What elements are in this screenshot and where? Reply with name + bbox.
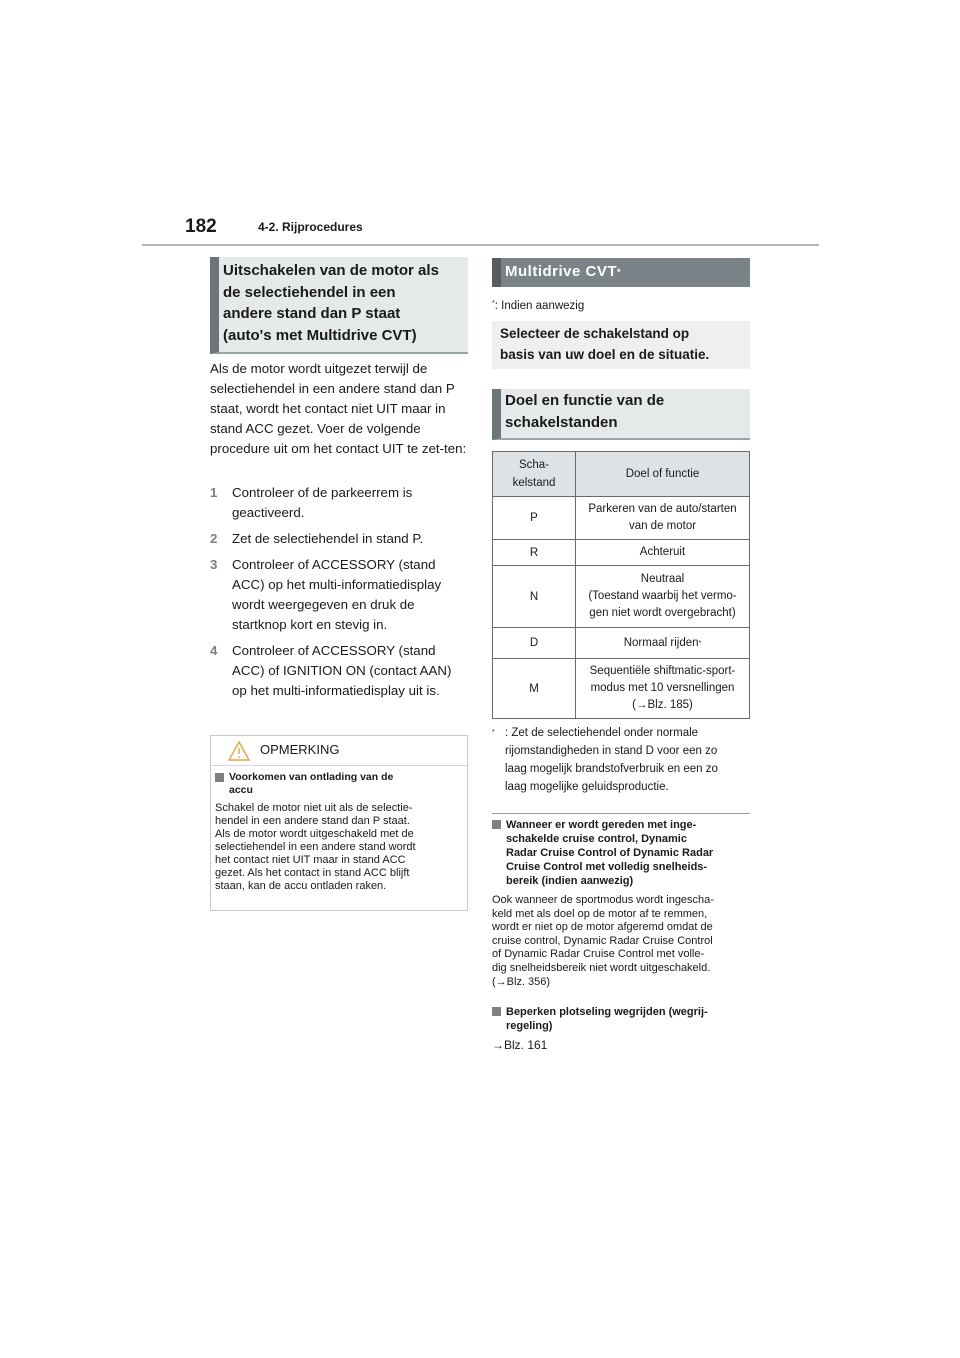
subheading-line: Wanneer er wordt gereden met inge- <box>506 819 697 831</box>
function-line: (Toestand waarbij het vermo- <box>588 590 737 602</box>
notice-line: gezet. Als het contact in stand ACC blijft <box>215 867 410 879</box>
body-line: wordt er niet op de motor afgeremd omdat de <box>492 921 713 934</box>
footnote-marker: * <box>617 267 622 277</box>
function-line: Sequentiële shiftmatic-sport- <box>589 665 736 677</box>
heading-purpose-function <box>492 389 750 440</box>
step-text: Zet de selectiehendel in stand P. <box>232 531 424 546</box>
heading-select-position <box>492 321 750 369</box>
notice-box <box>210 735 468 911</box>
footnote-marker: * <box>492 300 495 307</box>
step-item <box>210 555 468 635</box>
body-line: cruise control, Dynamic Radar Cruise Control <box>492 934 713 947</box>
function-cell <box>576 497 750 540</box>
function-line: Parkeren van de auto/starten <box>588 503 737 515</box>
step-text: Controleer of ACCESSORY (stand ACC) op het multi-informatiedisplay wordt weergegeven en druk de startknop kort en stevig in. <box>232 557 442 632</box>
table-row <box>493 628 750 659</box>
function-line: modus met 10 versnellingen <box>590 682 735 694</box>
subheading-line: Cruise Control met volledig snelheids- <box>506 861 708 873</box>
body-line: dig snelheidsbereik niet wordt uitgeschakeld. <box>492 961 711 974</box>
heading-line: schakelstanden <box>505 414 618 431</box>
subheading-cruise-control <box>492 818 750 888</box>
notice-line: Schakel de motor niet uit als de selectie- <box>215 802 413 814</box>
subheading-line: schakelde cruise control, Dynamic <box>506 833 687 845</box>
function-cell <box>576 659 750 719</box>
function-line: Achteruit <box>639 546 686 558</box>
page-number: 182 <box>185 216 217 237</box>
subheading-line: regeling) <box>506 1020 553 1032</box>
section-label: 4-2. Rijprocedures <box>258 220 363 234</box>
heading-line: de selectiehendel in een <box>223 283 396 301</box>
table-row <box>493 659 750 719</box>
function-line: gen niet wordt overgebracht) <box>589 607 736 619</box>
position-cell: N <box>493 566 576 628</box>
notice-title: OPMERKING <box>260 742 340 757</box>
footnote-line: rijomstandigheden in stand D voor een zo <box>505 745 718 757</box>
heading-line: andere stand dan P staat <box>223 305 401 322</box>
notice-subheading-line: Voorkomen van ontlading van de <box>229 771 394 783</box>
page-reference-link[interactable]: →Blz. 161 <box>492 1038 548 1052</box>
table-header-function: Doel of functie <box>576 452 750 497</box>
step-number: 2 <box>210 531 218 546</box>
square-bullet-icon <box>492 820 501 829</box>
table-header-row <box>493 452 750 497</box>
heading-line: (auto's met Multidrive CVT) <box>223 326 417 344</box>
heading-line: basis van uw doel en de situatie. <box>500 347 710 362</box>
position-cell: D <box>493 628 576 659</box>
notice-line: Als de motor wordt uitgeschakeld met de <box>215 828 414 840</box>
function-cell <box>576 540 750 566</box>
step-number: 1 <box>210 485 218 500</box>
page-reference-link[interactable]: (→Blz. 356) <box>492 975 551 988</box>
function-cell <box>576 566 750 628</box>
notice-subheading-line: accu <box>229 784 253 796</box>
square-bullet-icon <box>492 1007 501 1016</box>
footnote-marker: * <box>492 729 495 736</box>
footnote-line: laag mogelijke geluidsproductie. <box>505 781 669 793</box>
section-divider <box>492 813 750 814</box>
step-number: 4 <box>210 643 218 658</box>
table-row <box>493 540 750 566</box>
warning-triangle-icon <box>228 741 250 761</box>
page-reference-link[interactable]: (→Blz. 185) <box>632 699 693 711</box>
step-item <box>210 483 468 523</box>
step-text: Controleer of de parkeerrem is geactiveerd. <box>232 485 413 520</box>
square-bullet-icon <box>215 773 224 782</box>
footnote-line: : Zet de selectiehendel onder normale <box>505 727 699 739</box>
steps-list <box>210 483 468 707</box>
position-cell: P <box>493 497 576 540</box>
heading-line: Doel en functie van de <box>505 392 665 409</box>
notice-line: hendel in een andere stand dan P staat. <box>215 815 410 827</box>
subheading-line: Beperken plotseling wegrijden (wegrij- <box>506 1006 708 1018</box>
notice-line: staan, kan de accu ontladen raken. <box>215 880 387 892</box>
intro-paragraph: Als de motor wordt uitgezet terwijl de selectiehendel in een andere stand dan P staat, wordt het contact niet UIT maar in stand ACC gezet. Voer de volgende procedure uit om het contact UIT te zet-ten: <box>210 361 467 456</box>
header-line: Scha- <box>518 459 550 471</box>
function-line: van de motor <box>628 520 697 532</box>
heading-multidrive-cvt <box>492 258 750 287</box>
heading-line: Uitschakelen van de motor als <box>223 262 439 279</box>
subheading-line: Radar Cruise Control of Dynamic Radar <box>506 847 714 859</box>
heading-engine-off <box>210 257 468 354</box>
function-cell <box>576 628 750 659</box>
body-line: of Dynamic Radar Cruise Control met volle- <box>492 948 705 961</box>
notice-body <box>211 797 467 893</box>
notice-line: het contact niet UIT maar in stand ACC <box>215 854 406 866</box>
position-cell: M <box>493 659 576 719</box>
cruise-control-body <box>492 894 750 989</box>
subheading-line: bereik (indien aanwezig) <box>506 875 634 887</box>
step-item <box>210 529 468 549</box>
notice-line: selectiehendel in een andere stand wordt <box>215 841 416 853</box>
notice-header <box>211 736 467 766</box>
table-row <box>493 497 750 540</box>
heading-line: Selecteer de schakelstand op <box>500 326 690 341</box>
position-cell: R <box>493 540 576 566</box>
table-header-position <box>493 452 576 497</box>
header-line: kelstand <box>512 477 556 489</box>
subheading-launch-control <box>492 1005 750 1033</box>
footnote-drive <box>492 724 750 796</box>
footnote-text: : Indien aanwezig <box>494 300 585 312</box>
body-line: Ook wanneer de sportmodus wordt ingescha- <box>492 894 714 906</box>
footnote-marker: * <box>698 639 702 647</box>
function-line: Normaal rijden <box>623 636 699 649</box>
step-item <box>210 641 468 701</box>
table-row <box>493 566 750 628</box>
step-number: 3 <box>210 557 218 572</box>
footnote-line: laag mogelijk brandstofverbruik en een zo <box>505 763 718 775</box>
function-line: Neutraal <box>640 573 685 585</box>
header-rule <box>142 244 819 246</box>
shift-position-table <box>492 451 750 719</box>
footnote-availability <box>492 300 584 312</box>
heading-text: Multidrive CVT <box>505 263 618 280</box>
notice-subheading <box>211 766 467 797</box>
step-text: Controleer of ACCESSORY (stand ACC) of IGNITION ON (contact AAN) op het multi-informatiedisplay uit is. <box>232 643 452 698</box>
body-line: keld met als doel op de motor af te remmen, <box>492 907 708 920</box>
